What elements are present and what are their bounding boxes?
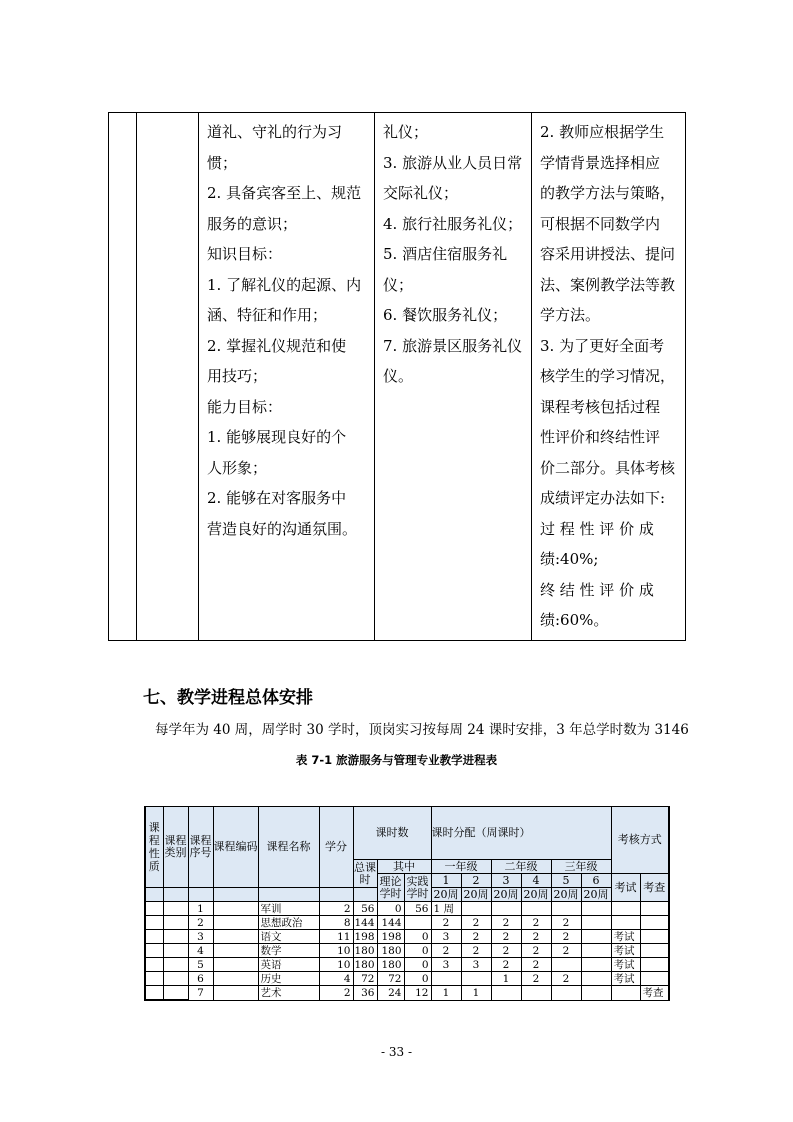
- header-year2: 二年级: [491, 860, 551, 874]
- cell-total: 198: [353, 930, 377, 944]
- cell-s2: [461, 902, 491, 916]
- text-line: 用技巧；: [207, 367, 268, 385]
- cell-s6: [581, 972, 611, 986]
- nature-cell: [145, 944, 163, 958]
- header-year1: 一年级: [431, 860, 491, 874]
- text-line: 7. 旅游景区服务礼仪: [383, 336, 523, 355]
- cell-code: [213, 902, 258, 916]
- cell-s5: 2: [551, 972, 581, 986]
- cell-theory: 72: [377, 972, 404, 986]
- text-line: 交际礼仪；: [383, 184, 459, 202]
- cell-s3: 2: [491, 958, 521, 972]
- cell-practice: 0: [404, 930, 431, 944]
- cell-credits: 8: [319, 916, 353, 930]
- header-sem1: 1: [431, 874, 461, 888]
- cell-s6: [581, 916, 611, 930]
- header-sem5: 5: [551, 874, 581, 888]
- header-code-spacer: [213, 888, 258, 902]
- cell-seq: 1: [188, 902, 213, 916]
- cell-s6: [581, 986, 611, 1001]
- cell-seq: 7: [188, 986, 213, 1001]
- header-distribution: 课时分配（周课时）: [431, 807, 611, 860]
- header-code: 课程编码: [213, 807, 258, 888]
- nature-cell: [109, 113, 137, 641]
- text-line: 2. 能够在对客服务中: [207, 489, 347, 507]
- cell-s2: [461, 972, 491, 986]
- table-row: [145, 930, 669, 944]
- text-line: 的教学方法与策略，: [540, 184, 676, 202]
- cell-theory: 24: [377, 986, 404, 1001]
- cell-seq: 2: [188, 916, 213, 930]
- cell-total: 72: [353, 972, 377, 986]
- header-hours: 课时数: [353, 807, 431, 860]
- cell-practice: 12: [404, 986, 431, 1001]
- teaching-schedule-table: [144, 806, 670, 1001]
- text-line: 礼仪；: [383, 123, 429, 141]
- cell-name: 数学: [258, 944, 319, 958]
- text-line: 2. 掌握礼仪规范和使: [207, 336, 347, 355]
- header-credits-spacer: [319, 888, 353, 902]
- header-course-nature: 课程性质: [145, 807, 163, 888]
- header-weeks-3: 20周: [491, 888, 521, 902]
- page-number: - 33 -: [380, 1045, 412, 1059]
- cell-s2: 3: [461, 958, 491, 972]
- nature-cell: [145, 972, 163, 986]
- cell-credits: 11: [319, 930, 353, 944]
- cell-credits: 10: [319, 958, 353, 972]
- cell-s1: 2: [431, 916, 461, 930]
- header-exam: 考试: [611, 874, 640, 902]
- text-line: 仪；: [383, 275, 414, 294]
- cell-practice: [404, 916, 431, 930]
- text-line: 服务的意识；: [207, 214, 298, 233]
- cell-s6: [581, 958, 611, 972]
- header-total-spacer: [353, 888, 377, 902]
- cell-s4: 2: [521, 944, 551, 958]
- header-seq: 课程序号: [188, 807, 213, 888]
- cell-exam: 考试: [611, 958, 640, 972]
- cell-name: 思想政治: [258, 916, 319, 930]
- cell-check: [640, 902, 669, 916]
- category-cell: [137, 113, 199, 641]
- cell-practice: 0: [404, 958, 431, 972]
- header-practice: 实践学时: [404, 874, 431, 902]
- table-row: [145, 902, 669, 916]
- cell-s3: 2: [491, 944, 521, 958]
- header-total-hours: 总课时: [354, 860, 376, 886]
- cell-seq: 4: [188, 944, 213, 958]
- teaching-requirements-cell: [532, 113, 686, 641]
- cell-s2: 2: [461, 944, 491, 958]
- table-row: [145, 958, 669, 972]
- cell-practice: 0: [404, 972, 431, 986]
- cell-s3: 2: [491, 916, 521, 930]
- cell-s4: 2: [521, 916, 551, 930]
- category-cell: [163, 944, 188, 958]
- category-cell: [163, 916, 188, 930]
- cell-seq: 6: [188, 972, 213, 986]
- text-line: 价二部分。具体考核: [540, 458, 676, 477]
- cell-seq: 3: [188, 930, 213, 944]
- cell-s1: 3: [431, 958, 461, 972]
- cell-name: 军训: [258, 902, 319, 916]
- cell-s5: [551, 902, 581, 916]
- cell-name: 语文: [258, 930, 319, 944]
- table-caption: 表 7-1 旅游服务与管理专业教学进程表: [295, 753, 498, 767]
- cell-s5: [551, 958, 581, 972]
- cell-s5: 2: [551, 930, 581, 944]
- cell-s6: [581, 930, 611, 944]
- text-line: 3. 为了更好全面考: [540, 336, 665, 355]
- nature-cell: [145, 958, 163, 972]
- header-year3: 三年级: [551, 860, 611, 874]
- nature-cell: [145, 902, 163, 916]
- text-line: 过 程 性 评 价 成: [540, 519, 654, 538]
- text-line: 仪。: [383, 367, 414, 385]
- header-name-spacer: [258, 888, 319, 902]
- cell-s6: [581, 944, 611, 958]
- category-cell: [163, 902, 188, 916]
- table-row: [145, 986, 669, 1001]
- header-weeks-6: 20周: [581, 888, 611, 902]
- header-credits: 学分: [319, 807, 353, 888]
- text-line: 绩:60%。: [540, 611, 609, 629]
- section-title: 七、教学进程总体安排: [143, 688, 313, 708]
- cell-total: 36: [353, 986, 377, 1001]
- cell-code: [213, 916, 258, 930]
- cell-s1: 3: [431, 930, 461, 944]
- cell-check: [640, 916, 669, 930]
- nature-cell: [145, 930, 163, 944]
- header-assessment: 考核方式: [611, 807, 669, 874]
- text-line: 法、案例教学法等教: [540, 275, 676, 294]
- text-line: 4. 旅行社服务礼仪；: [383, 214, 523, 233]
- table-row: [145, 916, 669, 930]
- cell-s5: 2: [551, 944, 581, 958]
- cell-name: 历史: [258, 972, 319, 986]
- text-line: 容采用讲授法、提问: [540, 245, 676, 263]
- text-line: 1. 能够展现良好的个: [207, 428, 347, 446]
- cell-name: 英语: [258, 958, 319, 972]
- cell-s5: 2: [551, 916, 581, 930]
- cell-theory: 144: [377, 916, 404, 930]
- header-name: 课程名称: [258, 807, 319, 888]
- cell-theory: 0: [377, 902, 404, 916]
- category-cell: [163, 958, 188, 972]
- text-line: 5. 酒店住宿服务礼: [383, 245, 508, 263]
- cell-s3: 1: [491, 972, 521, 986]
- text-line: 营造良好的沟通氛围。: [207, 519, 358, 538]
- cell-total: 56: [353, 902, 377, 916]
- cell-theory: 180: [377, 944, 404, 958]
- cell-credits: 10: [319, 944, 353, 958]
- cell-s2: 1: [461, 986, 491, 1001]
- header-course-category: 课程类别: [163, 807, 188, 888]
- cell-s3: [491, 986, 521, 1001]
- cell-seq: 5: [188, 958, 213, 972]
- cell-code: [213, 958, 258, 972]
- cell-theory: 180: [377, 958, 404, 972]
- text-line: 2. 具备宾客至上、规范: [207, 184, 362, 202]
- header-sem3: 3: [491, 874, 521, 888]
- cell-s4: [521, 986, 551, 1001]
- content-cell: [375, 113, 532, 641]
- text-line: 绩:40%;: [540, 550, 599, 568]
- intro-paragraph: 每学年为 40 周，周学时 30 学时，顶岗实习按每周 24 课时安排，3 年总学时数为 3146: [155, 722, 689, 738]
- cell-total: 144: [353, 916, 377, 930]
- cell-practice: 56: [404, 902, 431, 916]
- text-line: 3. 旅游从业人员日常: [383, 153, 523, 172]
- header-of-which: 其中: [377, 860, 431, 874]
- cell-code: [213, 986, 258, 1001]
- header-seq-spacer: [188, 888, 213, 902]
- cell-s4: 2: [521, 930, 551, 944]
- cell-credits: 4: [319, 972, 353, 986]
- text-line: 课程考核包括过程: [540, 397, 661, 416]
- cell-exam: [611, 902, 640, 916]
- course-standard-table: [108, 112, 686, 641]
- cell-check: 考查: [640, 986, 669, 1001]
- cell-s2: 2: [461, 916, 491, 930]
- cell-s4: 2: [521, 972, 551, 986]
- text-line: 能力目标：: [207, 397, 283, 416]
- text-line: 2. 教师应根据学生: [540, 123, 665, 141]
- cell-s1: [431, 972, 461, 986]
- text-line: 人形象；: [207, 458, 268, 477]
- header-sem4: 4: [521, 874, 551, 888]
- text-line: 终 结 性 评 价 成: [540, 580, 654, 599]
- text-line: 道礼、守礼的行为习: [207, 123, 343, 141]
- cell-code: [213, 944, 258, 958]
- cell-exam: [611, 916, 640, 930]
- header-category-spacer: [163, 888, 188, 902]
- header-weeks-1: 20周: [431, 888, 461, 902]
- cell-s2: 2: [461, 930, 491, 944]
- table-row: [145, 944, 669, 958]
- cell-code: [213, 972, 258, 986]
- cell-exam: 考试: [611, 972, 640, 986]
- text-line: 6. 餐饮服务礼仪；: [383, 306, 508, 324]
- header-weeks-5: 20周: [551, 888, 581, 902]
- cell-practice: 0: [404, 944, 431, 958]
- cell-exam: 考试: [611, 944, 640, 958]
- cell-name: 艺术: [258, 986, 319, 1001]
- cell-s1: 2: [431, 944, 461, 958]
- header-weeks-4: 20周: [521, 888, 551, 902]
- text-line: 学方法。: [540, 306, 601, 324]
- cell-s5: [551, 986, 581, 1001]
- nature-cell: [145, 916, 163, 930]
- cell-s3: [491, 902, 521, 916]
- cell-check: [640, 944, 669, 958]
- objectives-cell: [199, 113, 375, 641]
- header-check: 考查: [640, 874, 669, 902]
- cell-check: [640, 958, 669, 972]
- text-line: 可根据不同数学内: [540, 214, 661, 233]
- header-theory: 理论学时: [377, 874, 404, 902]
- cell-total: 180: [353, 958, 377, 972]
- text-line: 学情背景选择相应: [540, 153, 661, 172]
- category-cell: [163, 930, 188, 944]
- cell-s1: 1: [431, 986, 461, 1001]
- cell-theory: 198: [377, 930, 404, 944]
- text-line: 涵、特征和作用；: [207, 306, 328, 324]
- text-line: 成绩评定办法如下:: [540, 489, 666, 507]
- header-nature-spacer: [145, 888, 163, 902]
- cell-check: [640, 930, 669, 944]
- table-row: [145, 972, 669, 986]
- cell-total: 180: [353, 944, 377, 958]
- category-cell: [163, 972, 188, 986]
- cell-s1: 1 周: [431, 902, 461, 916]
- header-weeks-2: 20周: [461, 888, 491, 902]
- cell-s4: [521, 902, 551, 916]
- header-sem2: 2: [461, 874, 491, 888]
- text-line: 性评价和终结性评: [540, 428, 661, 446]
- cell-exam: 考试: [611, 930, 640, 944]
- text-line: 惯；: [207, 153, 238, 172]
- cell-credits: 2: [319, 902, 353, 916]
- cell-code: [213, 930, 258, 944]
- cell-s4: 2: [521, 958, 551, 972]
- cell-exam: [611, 986, 640, 1001]
- cell-s6: [581, 902, 611, 916]
- cell-credits: 2: [319, 986, 353, 1001]
- category-cell: [163, 986, 188, 1001]
- cell-s3: 2: [491, 930, 521, 944]
- header-sem6: 6: [581, 874, 611, 888]
- text-line: 知识目标：: [207, 245, 283, 263]
- nature-cell: [145, 986, 163, 1001]
- text-line: 核学生的学习情况，: [540, 367, 676, 385]
- text-line: 1. 了解礼仪的起源、内: [207, 275, 362, 294]
- cell-check: [640, 972, 669, 986]
